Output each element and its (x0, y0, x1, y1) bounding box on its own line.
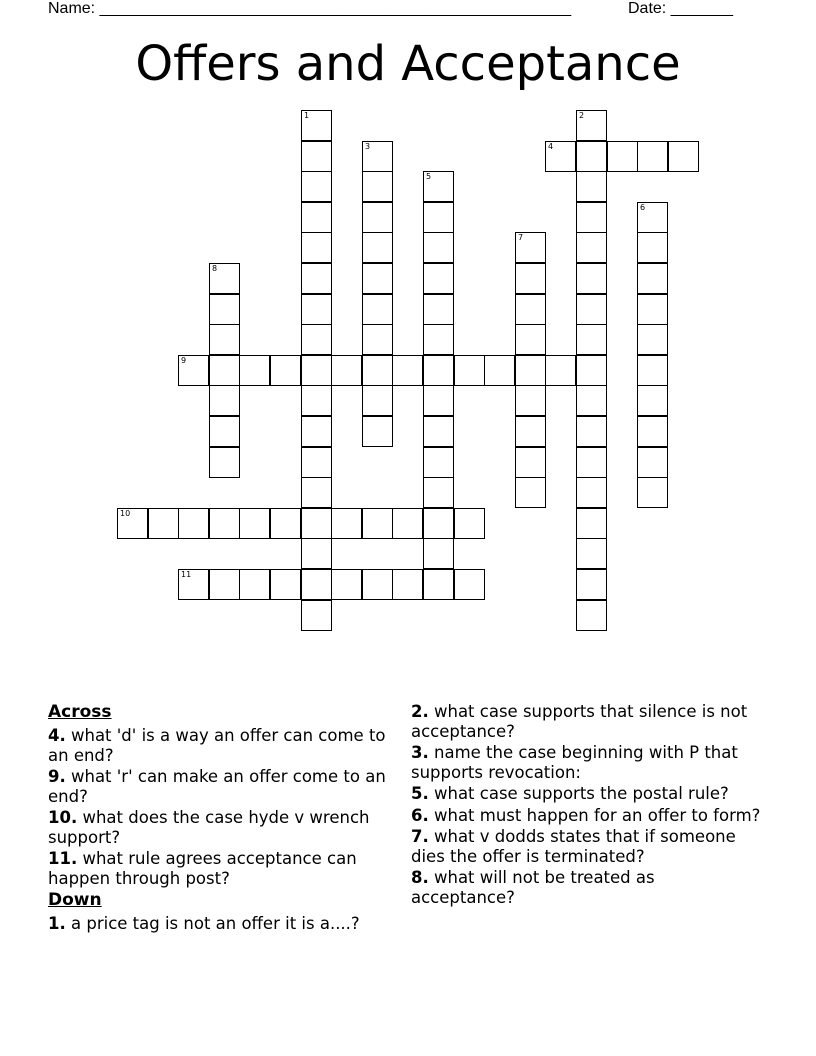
name-field-label[interactable]: Name: _____________________________________________________ (48, 0, 572, 17)
crossword-cell[interactable] (576, 416, 607, 447)
date-field-label[interactable]: Date: _______ (628, 0, 733, 17)
crossword-cell[interactable] (423, 416, 454, 447)
crossword-cell[interactable] (362, 416, 393, 447)
crossword-cell[interactable] (423, 232, 454, 263)
crossword-cell[interactable] (454, 508, 485, 539)
clue-text: what does the case hyde v wrench support? (48, 808, 370, 847)
cell-number: 2 (579, 111, 585, 120)
crossword-cell[interactable] (576, 569, 607, 600)
header (48, 0, 748, 20)
cell-number: 4 (548, 142, 554, 151)
down-clue-list (48, 914, 398, 934)
crossword-cell[interactable] (301, 416, 332, 447)
crossword-cell[interactable] (423, 171, 454, 202)
clue-number: 7. (411, 827, 429, 846)
crossword-cell[interactable] (148, 508, 179, 539)
crossword-cell[interactable] (423, 324, 454, 355)
crossword-cell[interactable] (576, 232, 607, 263)
crossword-cell[interactable] (301, 263, 332, 294)
crossword-cell[interactable] (576, 141, 607, 172)
clue-number: 10. (48, 808, 78, 827)
clue-item (411, 702, 761, 741)
crossword-cell[interactable] (637, 416, 668, 447)
crossword-cell[interactable] (209, 324, 240, 355)
crossword-cell[interactable] (301, 385, 332, 416)
clue-text: what case supports the postal rule? (428, 784, 729, 803)
crossword-cell[interactable] (637, 385, 668, 416)
crossword-cell[interactable] (515, 385, 546, 416)
crossword-cell[interactable] (454, 569, 485, 600)
crossword-cell[interactable] (637, 447, 668, 478)
clue-text: name the case beginning with P that supports revocation: (411, 743, 738, 782)
crossword-cell[interactable] (362, 232, 393, 263)
crossword-cell[interactable] (637, 202, 668, 233)
crossword-cell[interactable] (178, 508, 209, 539)
crossword-cell[interactable] (607, 141, 638, 172)
crossword-cell[interactable] (331, 355, 362, 386)
crossword-cell[interactable] (637, 141, 668, 172)
clue-number: 3. (411, 743, 429, 762)
crossword-cell[interactable] (209, 263, 240, 294)
crossword-cell[interactable] (423, 355, 454, 386)
crossword-cell[interactable] (423, 538, 454, 569)
crossword-cell[interactable] (515, 477, 546, 508)
crossword-cell[interactable] (484, 355, 515, 386)
crossword-cell[interactable] (576, 385, 607, 416)
crossword-cell[interactable] (301, 355, 332, 386)
crossword-cell[interactable] (209, 447, 240, 478)
clue-item (411, 743, 761, 782)
crossword-cell[interactable] (576, 538, 607, 569)
crossword-cell[interactable] (454, 355, 485, 386)
crossword-cell[interactable] (209, 569, 240, 600)
crossword-cell[interactable] (423, 569, 454, 600)
crossword-cell[interactable] (239, 508, 270, 539)
clue-number: 2. (411, 702, 429, 721)
crossword-cell[interactable] (423, 508, 454, 539)
clue-number: 4. (48, 726, 66, 745)
clue-item (411, 784, 761, 804)
crossword-cell[interactable] (362, 294, 393, 325)
crossword-cell[interactable] (576, 171, 607, 202)
crossword-cell[interactable] (362, 202, 393, 233)
crossword-cell[interactable] (239, 569, 270, 600)
crossword-cell[interactable] (362, 263, 393, 294)
crossword-cell[interactable] (331, 508, 362, 539)
cell-number: 10 (120, 509, 131, 518)
crossword-cell[interactable] (209, 294, 240, 325)
crossword-cell[interactable] (301, 232, 332, 263)
clue-item (411, 868, 761, 907)
cell-number: 9 (181, 356, 187, 365)
clue-text: what must happen for an offer to form? (428, 805, 761, 825)
crossword-cell[interactable] (637, 263, 668, 294)
crossword-cell[interactable] (209, 508, 240, 539)
crossword-cell[interactable] (301, 294, 332, 325)
crossword-cell[interactable] (331, 569, 362, 600)
crossword-cell[interactable] (515, 447, 546, 478)
crossword-cell[interactable] (362, 355, 393, 386)
crossword-cell[interactable] (515, 232, 546, 263)
crossword-cell[interactable] (270, 569, 301, 600)
crossword-cell[interactable] (668, 141, 699, 172)
clue-number: 1. (48, 914, 66, 933)
crossword-cell[interactable] (178, 355, 209, 386)
crossword-cell[interactable] (576, 355, 607, 386)
crossword-cell[interactable] (423, 263, 454, 294)
crossword-cell[interactable] (392, 569, 423, 600)
crossword-cell[interactable] (301, 508, 332, 539)
page-title: Offers and Acceptance (135, 36, 681, 92)
crossword-cell[interactable] (637, 477, 668, 508)
crossword-cell[interactable] (637, 324, 668, 355)
crossword-cell[interactable] (392, 508, 423, 539)
crossword-cell[interactable] (270, 355, 301, 386)
crossword-cell[interactable] (576, 508, 607, 539)
clue-text: what will not be treated as acceptance? (411, 868, 655, 907)
crossword-cell[interactable] (576, 324, 607, 355)
crossword-cell[interactable] (423, 477, 454, 508)
crossword-cell[interactable] (515, 416, 546, 447)
clues-left-column (48, 702, 398, 936)
crossword-cell[interactable] (301, 569, 332, 600)
crossword-cell[interactable] (362, 385, 393, 416)
crossword-cell[interactable] (545, 355, 576, 386)
clue-item (48, 726, 398, 765)
crossword-cell[interactable] (362, 508, 393, 539)
clue-text: what case supports that silence is not acceptance? (411, 702, 748, 741)
clue-text: a price tag is not an offer it is a....? (65, 914, 360, 933)
crossword-cell[interactable] (637, 232, 668, 263)
cell-number: 11 (181, 570, 192, 579)
crossword-cell[interactable] (576, 294, 607, 325)
cell-number: 3 (365, 142, 371, 151)
crossword-cell[interactable] (637, 294, 668, 325)
crossword-cell[interactable] (423, 447, 454, 478)
crossword-cell[interactable] (209, 385, 240, 416)
crossword-cell[interactable] (362, 569, 393, 600)
crossword-cell[interactable] (545, 141, 576, 172)
crossword-cell[interactable] (515, 355, 546, 386)
crossword-cell[interactable] (576, 263, 607, 294)
across-heading: Across (48, 702, 112, 722)
crossword-cell[interactable] (301, 600, 332, 631)
crossword-cell[interactable] (301, 324, 332, 355)
crossword-cell[interactable] (515, 263, 546, 294)
crossword-cell[interactable] (362, 141, 393, 172)
cell-number: 6 (640, 203, 646, 212)
down-heading: Down (48, 890, 102, 910)
clue-text: what 'd' is a way an offer can come to an end? (48, 726, 386, 765)
crossword-cell[interactable] (362, 324, 393, 355)
crossword-cell[interactable] (301, 538, 332, 569)
crossword-cell[interactable] (576, 600, 607, 631)
clue-item (48, 808, 398, 847)
crossword-cell[interactable] (301, 141, 332, 172)
crossword-cell[interactable] (301, 477, 332, 508)
crossword-cell[interactable] (423, 385, 454, 416)
crossword-cell[interactable] (576, 447, 607, 478)
clue-number: 9. (48, 767, 66, 786)
crossword-cell[interactable] (576, 110, 607, 141)
crossword-cell[interactable] (178, 569, 209, 600)
clue-text: what 'r' can make an offer come to an end? (48, 767, 386, 806)
cell-number: 7 (518, 233, 524, 242)
crossword-cell[interactable] (301, 202, 332, 233)
clue-number: 8. (411, 868, 429, 887)
crossword-cell[interactable] (576, 202, 607, 233)
crossword-cell[interactable] (270, 508, 301, 539)
crossword-cell[interactable] (515, 294, 546, 325)
cell-number: 1 (304, 111, 310, 120)
crossword-cell[interactable] (117, 508, 148, 539)
crossword-cell[interactable] (301, 447, 332, 478)
crossword-cell[interactable] (301, 171, 332, 202)
crossword-cell[interactable] (209, 355, 240, 386)
clue-item (411, 806, 761, 826)
cell-number: 5 (426, 172, 432, 181)
crossword-cell[interactable] (392, 355, 423, 386)
crossword-cell[interactable] (576, 477, 607, 508)
clue-number: 5. (411, 784, 429, 803)
clue-text: what rule agrees acceptance can happen through post? (48, 849, 357, 888)
clue-item (48, 914, 398, 934)
clue-number: 6. (411, 805, 429, 825)
crossword-cell[interactable] (362, 171, 393, 202)
clue-text: what v dodds states that if someone dies the offer is terminated? (411, 827, 736, 866)
clue-item (48, 767, 398, 806)
crossword-cell[interactable] (637, 355, 668, 386)
crossword-cell[interactable] (209, 416, 240, 447)
cell-number: 8 (212, 264, 218, 273)
crossword-cell[interactable] (423, 202, 454, 233)
clue-item (48, 849, 398, 888)
down-clue-list-continued (411, 702, 761, 907)
crossword-cell[interactable] (515, 324, 546, 355)
across-clue-list (48, 726, 398, 888)
crossword-cell[interactable] (301, 110, 332, 141)
clue-item (411, 827, 761, 866)
clue-number: 11. (48, 849, 78, 868)
crossword-cell[interactable] (423, 294, 454, 325)
clues-right-column (411, 702, 761, 909)
crossword-cell[interactable] (239, 355, 270, 386)
